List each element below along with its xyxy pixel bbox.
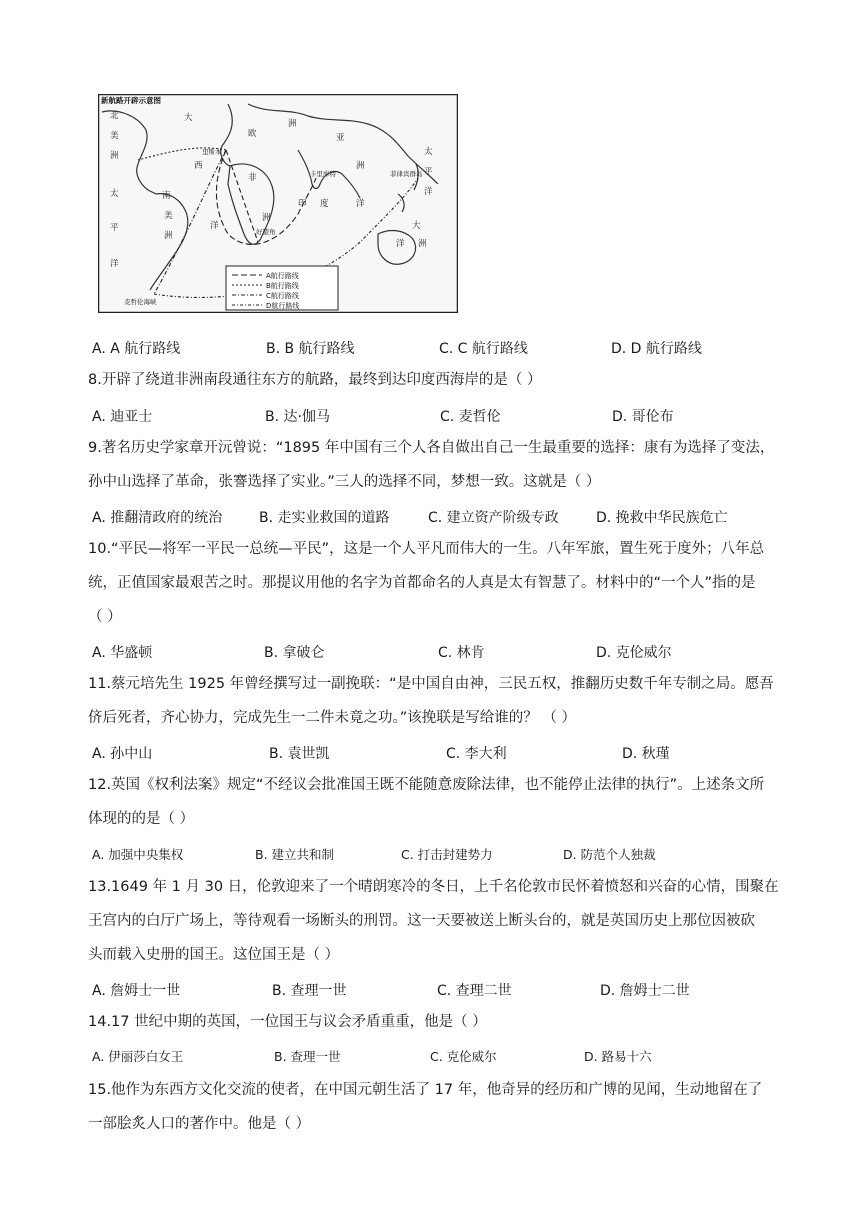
q10-option-d[interactable]: D. 克伦威尔 <box>596 645 672 661</box>
q15-question-line1: 15.他作为东西方文化交流的使者，在中国元朝生活了 17 年，他奇异的经历和广博的见闻，生动地留在了 <box>88 1082 763 1098</box>
map-label: 洲 <box>110 151 119 161</box>
map-label: 太 <box>424 147 433 157</box>
q9-option-d[interactable]: D. 挽救中华民族危亡 <box>596 510 728 526</box>
q11-option-d[interactable]: D. 秋瑾 <box>622 746 670 762</box>
map-label: 洋 <box>424 187 433 197</box>
q15-question-line2: 一部脍炙人口的著作中。他是（ ） <box>88 1116 311 1132</box>
q13-option-b[interactable]: B. 查理一世 <box>272 983 347 999</box>
q11-question-line1: 11.蔡元培先生 1925 年曾经撰写过一副挽联：“是中国自由神，三民五权，推翻历史数千年专制之局。愿吾 <box>88 676 774 692</box>
map-label: 度 <box>320 199 329 209</box>
q12-option-b[interactable]: B. 建立共和制 <box>255 847 335 862</box>
map-label: 洋 <box>356 199 365 209</box>
legend-c: C航行路线 <box>266 292 299 300</box>
map-label: 印 <box>298 199 307 209</box>
map-place-lisbon: 里斯本 <box>202 148 222 156</box>
map-label: 洋 <box>396 239 405 249</box>
map-label: 洋 <box>210 221 219 231</box>
map-label: 北 <box>110 111 119 121</box>
q9-question-line1: 9.著名历史学家章开沅曾说：“1895 年中国有三个人各自做出自己一生最重要的选择：康有为选择了变法， <box>88 440 775 456</box>
map-label: 洲 <box>262 213 271 223</box>
q13-option-c[interactable]: C. 查理二世 <box>437 983 512 999</box>
map-label: 洋 <box>110 259 119 269</box>
q10-option-c[interactable]: C. 林肯 <box>438 645 485 661</box>
q7-option-c[interactable]: C. C 航行路线 <box>439 341 528 357</box>
q12-option-c[interactable]: C. 打击封建势力 <box>401 847 493 862</box>
map-label: 洲 <box>164 231 173 241</box>
map-title: 新航路开辟示意图 <box>101 96 161 105</box>
map-place-cape: 好望角 <box>256 228 276 236</box>
q12-question-line2: 体现的的是（ ） <box>88 811 195 827</box>
q8-option-d[interactable]: D. 哥伦布 <box>612 409 674 425</box>
q10-option-b[interactable]: B. 拿破仑 <box>264 645 325 661</box>
map-legend <box>226 266 338 310</box>
map-label: 南 <box>162 191 171 201</box>
q14-option-b[interactable]: B. 查理一世 <box>274 1049 341 1064</box>
q12-option-d[interactable]: D. 防范个人独裁 <box>563 847 656 862</box>
map-label: 平 <box>110 223 119 233</box>
q13-option-a[interactable]: A. 詹姆士一世 <box>92 983 181 999</box>
legend-a: A航行路线 <box>266 272 299 280</box>
q10-option-a[interactable]: A. 华盛顿 <box>92 645 153 661</box>
q8-question: 8.开辟了绕道非洲南段通往东方的航路，最终到达印度西海岸的是（ ） <box>88 372 542 388</box>
q9-option-a[interactable]: A. 推翻清政府的统治 <box>92 510 223 526</box>
q8-option-b[interactable]: B. 达·伽马 <box>265 409 330 425</box>
q9-option-b[interactable]: B. 走实业救国的道路 <box>259 510 390 526</box>
q14-option-a[interactable]: A. 伊丽莎白女王 <box>92 1049 184 1064</box>
q13-question-line3: 头而载入史册的国王。这位国王是（ ） <box>88 947 340 963</box>
q10-question-line3: （ ） <box>88 609 122 625</box>
q7-option-d[interactable]: D. D 航行路线 <box>611 341 702 357</box>
map-place-magellan: 麦哲伦海峡 <box>124 298 157 306</box>
map-label: 亚 <box>336 133 345 143</box>
q9-question-line2: 孙中山选择了革命，张謇选择了实业。”三人的选择不同，梦想一致。这就是（ ） <box>88 474 601 490</box>
map-label: 欧 <box>248 129 257 139</box>
map-label: 美 <box>110 131 119 141</box>
map-label: 大 <box>184 113 193 123</box>
q11-option-a[interactable]: A. 孙中山 <box>92 746 153 762</box>
map-label: 美 <box>164 211 173 221</box>
legend-d: D航行路线 <box>266 302 300 310</box>
q10-question-line2: 统，正值国家最艰苦之时。那提议用他的名字为首都命名的人真是太有智慧了。材料中的“一个人”指的是 <box>88 575 756 591</box>
q12-question-line1: 12.英国《权利法案》规定“不经议会批准国王既不能随意废除法律，也不能停止法律的执行”。上述条文所 <box>88 777 765 793</box>
q13-question-line2: 王宫内的白厅广场上，等待观看一场断头的刑罚。这一天要被送上断头台的，就是英国历史上那位因被砍 <box>88 913 755 929</box>
q9-option-c[interactable]: C. 建立资产阶级专政 <box>428 510 559 526</box>
new-route-map <box>98 94 458 313</box>
map-label: 洲 <box>418 239 427 249</box>
q7-option-a[interactable]: A. A 航行路线 <box>92 341 181 357</box>
map-label: 洲 <box>356 161 365 171</box>
map-place-calicut: 卡里库特 <box>310 170 336 178</box>
q14-option-d[interactable]: D. 路易十六 <box>584 1049 652 1064</box>
q13-question-line1: 13.1649 年 1 月 30 日，伦敦迎来了一个晴朗寒冷的冬日，上千名伦敦市民怀着愤怒和兴奋的心情，围聚在 <box>88 879 779 895</box>
map-label: 西 <box>194 161 203 171</box>
q8-option-a[interactable]: A. 迪亚士 <box>92 409 153 425</box>
map-label: 平 <box>424 167 433 177</box>
legend-b: B航行路线 <box>266 282 299 290</box>
map-place-philippines: 菲律宾群岛 <box>390 170 423 178</box>
map-label: 非 <box>248 173 257 183</box>
q13-option-d[interactable]: D. 詹姆士二世 <box>600 983 690 999</box>
q7-option-b[interactable]: B. B 航行路线 <box>266 341 355 357</box>
map-label: 洲 <box>288 119 297 129</box>
q12-option-a[interactable]: A. 加强中央集权 <box>92 847 184 862</box>
q8-option-c[interactable]: C. 麦哲伦 <box>440 409 501 425</box>
q11-option-b[interactable]: B. 袁世凯 <box>269 746 330 762</box>
q11-question-line2: 侪后死者，齐心协力，完成先生一二件未竟之功。”该挽联是写给谁的？ （ ） <box>88 710 576 726</box>
q14-option-c[interactable]: C. 克伦威尔 <box>430 1049 497 1064</box>
q10-question-line1: 10.“平民—将军一平民一总统—平民”，这是一个人平凡而伟大的一生。八年军旅，置生死于度外；八年总 <box>88 541 765 557</box>
q14-question: 14.17 世纪中期的英国，一位国王与议会矛盾重重，他是（ ） <box>88 1014 487 1030</box>
map-label: 大 <box>412 221 421 231</box>
q11-option-c[interactable]: C. 李大利 <box>446 746 507 762</box>
map-label: 太 <box>110 189 119 199</box>
